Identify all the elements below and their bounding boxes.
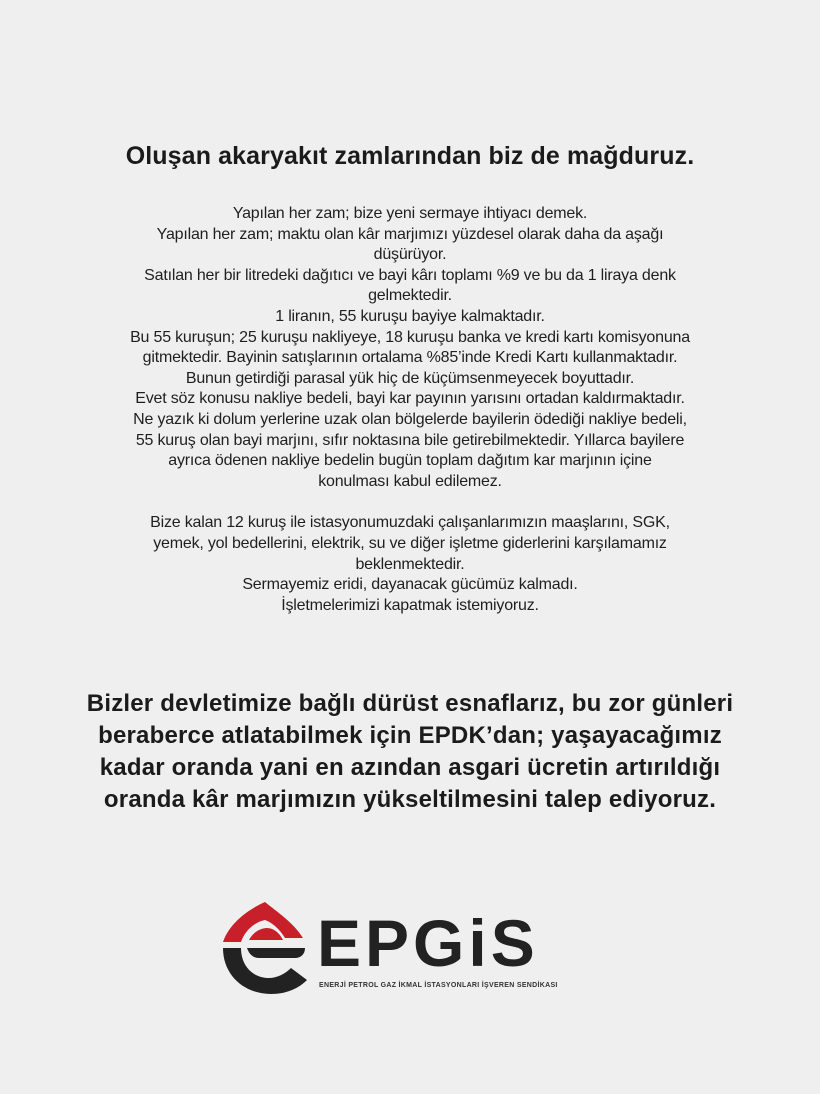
body-line: ayrıca ödenen nakliye bedelin bugün toplam dağıtım kar marjının içine xyxy=(168,452,652,470)
demand-line: kadar oranda yani en azından asgari ücretin artırıldığı xyxy=(99,754,721,781)
body-line: düşürüyor. xyxy=(373,246,447,264)
body-line: Bu 55 kuruşun; 25 kuruşu nakliyeye, 18 kuruşu banka ve kredi kartı komisyonuna xyxy=(130,328,690,346)
paragraph-2 xyxy=(30,513,790,616)
body-line: Yapılan her zam; bize yeni sermaye ihtiyacı demek. xyxy=(232,205,588,222)
paragraph-1 xyxy=(30,204,790,492)
body-line: Bunun getirdiği parasal yük hiç de küçümsenmeyecek boyuttadır. xyxy=(185,369,635,387)
demand-line: Bizler devletimize bağlı dürüst esnaflarız, bu zor günleri xyxy=(86,690,734,717)
body-line: 1 liranın, 55 kuruşu bayiye kalmaktadır. xyxy=(275,307,545,325)
logo-subtitle: ENERJİ PETROL GAZ İKMAL İSTASYONLARI İŞVEREN SENDİKASI xyxy=(319,982,558,989)
epgis-logo-mark-icon xyxy=(215,898,315,998)
demand-line: oranda kâr marjımızın yükseltilmesini talep ediyoruz. xyxy=(103,786,717,813)
body-line: İşletmelerimizi kapatmak istemiyoruz. xyxy=(281,596,539,614)
body-line: gelmektedir. xyxy=(368,287,452,305)
body-line: yemek, yol bedellerini, elektrik, su ve diğer işletme giderlerini karşılamamız xyxy=(153,534,667,552)
body-line: Sermayemiz eridi, dayanacak gücümüz kalmadı. xyxy=(242,576,578,594)
headline: Oluşan akaryakıt zamlarından biz de mağduruz. xyxy=(125,142,695,170)
body-line: gitmektedir. Bayinin satışlarının ortalama %85’inde Kredi Kartı kullanmaktadır. xyxy=(142,349,678,367)
body-line: Ne yazık ki dolum yerlerine uzak olan bölgelerde bayilerin ödediği nakliye bedeli, xyxy=(133,410,687,428)
body-line: Bize kalan 12 kuruş ile istasyonumuzdaki çalışanlarımızın maaşlarını, SGK, xyxy=(150,514,670,532)
body-line: Evet söz konusu nakliye bedeli, bayi kar payının yarısını ortadan kaldırmaktadır. xyxy=(135,390,685,408)
body-line: beklenmektedir. xyxy=(355,555,465,573)
body-line: konulması kabul edilemez. xyxy=(318,472,502,490)
statement-body xyxy=(30,204,790,616)
demand-line: beraberce atlatabilmek için EPDK’dan; yaşayacağımız xyxy=(98,722,722,749)
body-line: 55 kuruş olan bayi marjını, sıfır noktasına bile getirebilmektedir. Yıllarca bayilere xyxy=(135,431,685,449)
epgis-logo xyxy=(215,898,605,1008)
body-line: Satılan her bir litredeki dağıtıcı ve bayi kârı toplamı %9 ve bu da 1 liraya denk xyxy=(144,266,676,284)
body-line: Yapılan her zam; maktu olan kâr marjımızı yüzdesel olarak daha da aşağı xyxy=(156,225,664,243)
demand-statement xyxy=(20,688,800,816)
logo-wordmark: EPGiS xyxy=(317,906,539,980)
